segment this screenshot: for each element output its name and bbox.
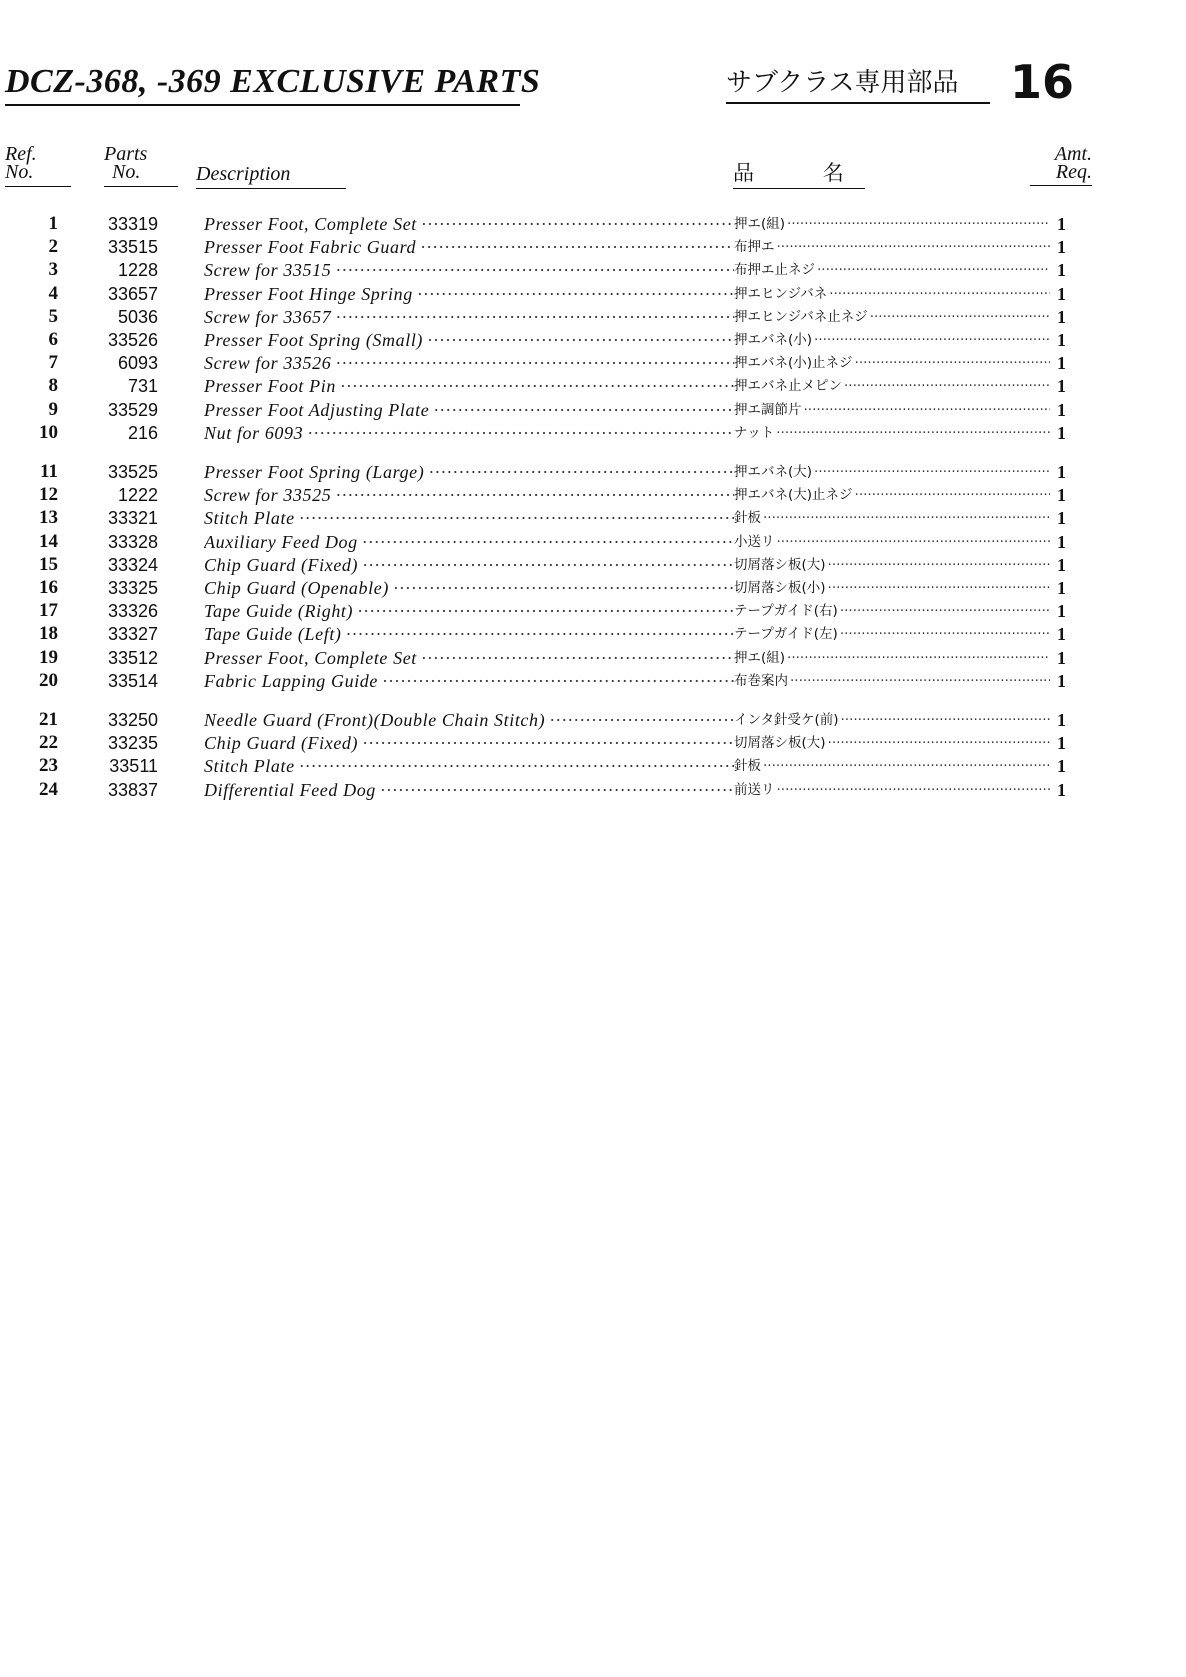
table-row [0,779,1186,801]
table-row [0,399,1186,421]
table-row [0,554,1186,576]
ref-number: 5 [48,305,58,327]
ref-number: 19 [39,646,58,668]
ref-number: 4 [48,282,58,304]
quantity-required: 1 [1057,214,1066,234]
table-row [0,352,1186,374]
japanese-name: 押エバネ(大) ····· [734,461,1050,483]
quantity-required: 1 [1057,485,1066,506]
quantity-required: 1 [1057,756,1066,777]
part-description: Tape Guide (Left) ····· [204,623,734,645]
column-header-jp-char1: 品 [733,161,754,185]
part-description: Tape Guide (Right) ····· [204,600,734,622]
japanese-name: 押エ調節片 ····· [734,399,1050,421]
part-number: 33526 [107,330,158,350]
japanese-name: 押エ(組) ····· [734,647,1050,669]
japanese-name: 押エヒンジバネ止ネジ ····· [734,306,1050,328]
ref-number: 6 [48,329,58,350]
column-header-parts-line1: Parts [104,143,148,165]
table-row [0,329,1186,351]
ref-number: 1 [48,213,58,234]
part-number: 33525 [107,462,158,482]
column-header-amt-line1: Amt. [1054,143,1092,165]
japanese-name: 針板 ····· [734,755,1050,777]
column-header-ref-no [5,145,71,187]
ref-number: 7 [48,352,58,374]
part-number: 33328 [107,531,158,552]
quantity-required: 1 [1057,554,1066,575]
part-description: Stitch Plate ····· [204,507,734,529]
part-number: 33515 [107,237,158,258]
ref-number: 16 [39,577,58,598]
ref-number: 10 [39,421,58,443]
ref-number: 8 [48,375,58,397]
part-description: Presser Foot Fabric Guard ····· [204,236,734,258]
table-row [0,755,1186,777]
ref-number: 18 [39,623,58,645]
part-number: 33321 [107,508,158,529]
ref-number: 14 [39,530,58,552]
quantity-required: 1 [1057,733,1066,754]
japanese-name: 切屑落シ板(大) ····· [734,554,1050,576]
ref-number: 15 [39,553,58,575]
column-header-description: Description [196,165,346,189]
column-header-jp-char2: 名 [822,161,844,185]
ref-number: 9 [48,398,58,420]
table-row [0,670,1186,692]
ref-number: 2 [48,236,58,258]
part-description: Presser Foot, Complete Set ····· [204,647,734,669]
part-description: Screw for 33657 ····· [204,306,734,328]
quantity-required: 1 [1057,306,1066,327]
japanese-name: 押エバネ(小)止ネジ ····· [734,352,1050,374]
part-description: Needle Guard (Front)(Double Chain Stitch) ····· [204,709,734,731]
part-description: Screw for 33526 ····· [204,352,734,374]
table-row [0,236,1186,258]
part-number: 33326 [107,601,158,622]
table-row [0,259,1186,281]
part-number: 1228 [117,260,158,281]
quantity-required: 1 [1057,710,1066,730]
japanese-name: 布押エ ····· [734,236,1050,258]
japanese-name: 布巻案内 ····· [734,670,1050,692]
part-description: Chip Guard (Openable) ····· [204,577,734,599]
ref-number: 17 [39,600,58,622]
table-row [0,461,1186,483]
part-number: 33514 [107,670,158,691]
table-row [0,213,1186,235]
japanese-name: 布押エ止ネジ ····· [734,259,1050,281]
quantity-required: 1 [1057,647,1066,668]
ref-number: 22 [39,732,58,754]
table-row [0,531,1186,553]
page-number: 16 [1010,55,1075,109]
part-description: Screw for 33525 ····· [204,484,734,506]
japanese-name: テープガイド(左) ····· [734,623,1050,645]
japanese-name: 押エヒンジバネ ····· [734,283,1050,305]
page-title-english: DCZ-368, -369 EXCLUSIVE PARTS [5,60,520,106]
part-description: Presser Foot Spring (Large) ····· [204,461,734,483]
japanese-name: 前送リ ····· [734,779,1050,801]
quantity-required: 1 [1057,578,1066,598]
quantity-required: 1 [1057,779,1066,800]
table-row [0,709,1186,731]
ref-number: 13 [39,507,58,529]
ref-number: 3 [48,259,58,281]
table-row [0,507,1186,529]
table-row [0,422,1186,444]
table-row [0,484,1186,506]
quantity-required: 1 [1057,422,1066,443]
table-row [0,375,1186,397]
part-number: 33657 [107,283,158,304]
ref-number: 24 [39,778,58,800]
part-description: Presser Foot Adjusting Plate ····· [204,399,734,421]
part-number: 216 [127,422,158,443]
japanese-name: 押エバネ(小) ····· [734,329,1050,351]
ref-number: 11 [40,461,58,482]
column-header-parts-line2: No. [112,161,141,183]
ref-number: 23 [39,755,58,777]
column-header-ref-line1: Ref. [5,143,37,165]
quantity-required: 1 [1057,531,1066,552]
part-description: Differential Feed Dog ····· [204,779,734,801]
part-number: 33512 [107,647,158,668]
part-number: 33511 [109,756,158,777]
japanese-name: 針板 ····· [734,507,1050,529]
japanese-name: インタ針受ケ(前) ····· [734,709,1050,731]
part-description: Presser Foot Spring (Small) ····· [204,329,734,351]
part-number: 6093 [117,353,158,374]
japanese-name: 押エ(組) ····· [734,213,1050,235]
quantity-required: 1 [1057,462,1066,482]
quantity-required: 1 [1057,399,1066,420]
table-row [0,647,1186,669]
column-header-ref-line2: No. [5,161,34,183]
quantity-required: 1 [1057,260,1066,281]
part-description: Presser Foot Hinge Spring ····· [204,283,734,305]
quantity-required: 1 [1057,353,1066,374]
column-header-japanese-name [733,163,865,189]
japanese-name: 小送リ ····· [734,531,1050,553]
part-description: Presser Foot, Complete Set ····· [204,213,734,235]
part-number: 33529 [107,399,158,420]
part-description: Chip Guard (Fixed) ····· [204,732,734,754]
japanese-name: 押エバネ止メピン ····· [734,375,1050,397]
quantity-required: 1 [1057,330,1066,350]
japanese-name: テープガイド(右) ····· [734,600,1050,622]
part-number: 33837 [107,779,158,800]
quantity-required: 1 [1057,376,1066,397]
table-row [0,283,1186,305]
part-number: 5036 [117,306,158,327]
part-description: Chip Guard (Fixed) ····· [204,554,734,576]
part-number: 33319 [107,214,158,234]
quantity-required: 1 [1057,670,1066,691]
part-number: 33235 [107,733,158,754]
part-number: 731 [127,376,158,397]
quantity-required: 1 [1057,237,1066,258]
column-header-amount-required [1030,145,1092,186]
table-row [0,732,1186,754]
column-header-parts-no [104,145,178,187]
quantity-required: 1 [1057,601,1066,622]
part-description: Nut for 6093 ····· [204,422,734,444]
table-row [0,577,1186,599]
part-description: Fabric Lapping Guide ····· [204,670,734,692]
part-number: 33327 [107,624,158,645]
column-header-amt-line2: Req. [1030,163,1092,186]
part-description: Auxiliary Feed Dog ····· [204,531,734,553]
part-number: 33250 [107,710,158,730]
page-title-japanese: サブクラス専用部品 [726,64,990,104]
table-row [0,600,1186,622]
japanese-name: 切屑落シ板(小) ····· [734,577,1050,599]
quantity-required: 1 [1057,624,1066,645]
japanese-name: 押エバネ(大)止ネジ ····· [734,484,1050,506]
part-number: 33324 [107,554,158,575]
ref-number: 21 [39,709,58,730]
ref-number: 12 [39,484,58,506]
part-description: Screw for 33515 ····· [204,259,734,281]
japanese-name: 切屑落シ板(大) ····· [734,732,1050,754]
ref-number: 20 [39,669,58,691]
part-description: Presser Foot Pin ····· [204,375,734,397]
quantity-required: 1 [1057,508,1066,529]
part-number: 33325 [107,578,158,598]
part-number: 1222 [117,485,158,506]
japanese-name: ナット ····· [734,422,1050,444]
table-row [0,623,1186,645]
part-description: Stitch Plate ····· [204,755,734,777]
quantity-required: 1 [1057,283,1066,304]
table-row [0,306,1186,328]
